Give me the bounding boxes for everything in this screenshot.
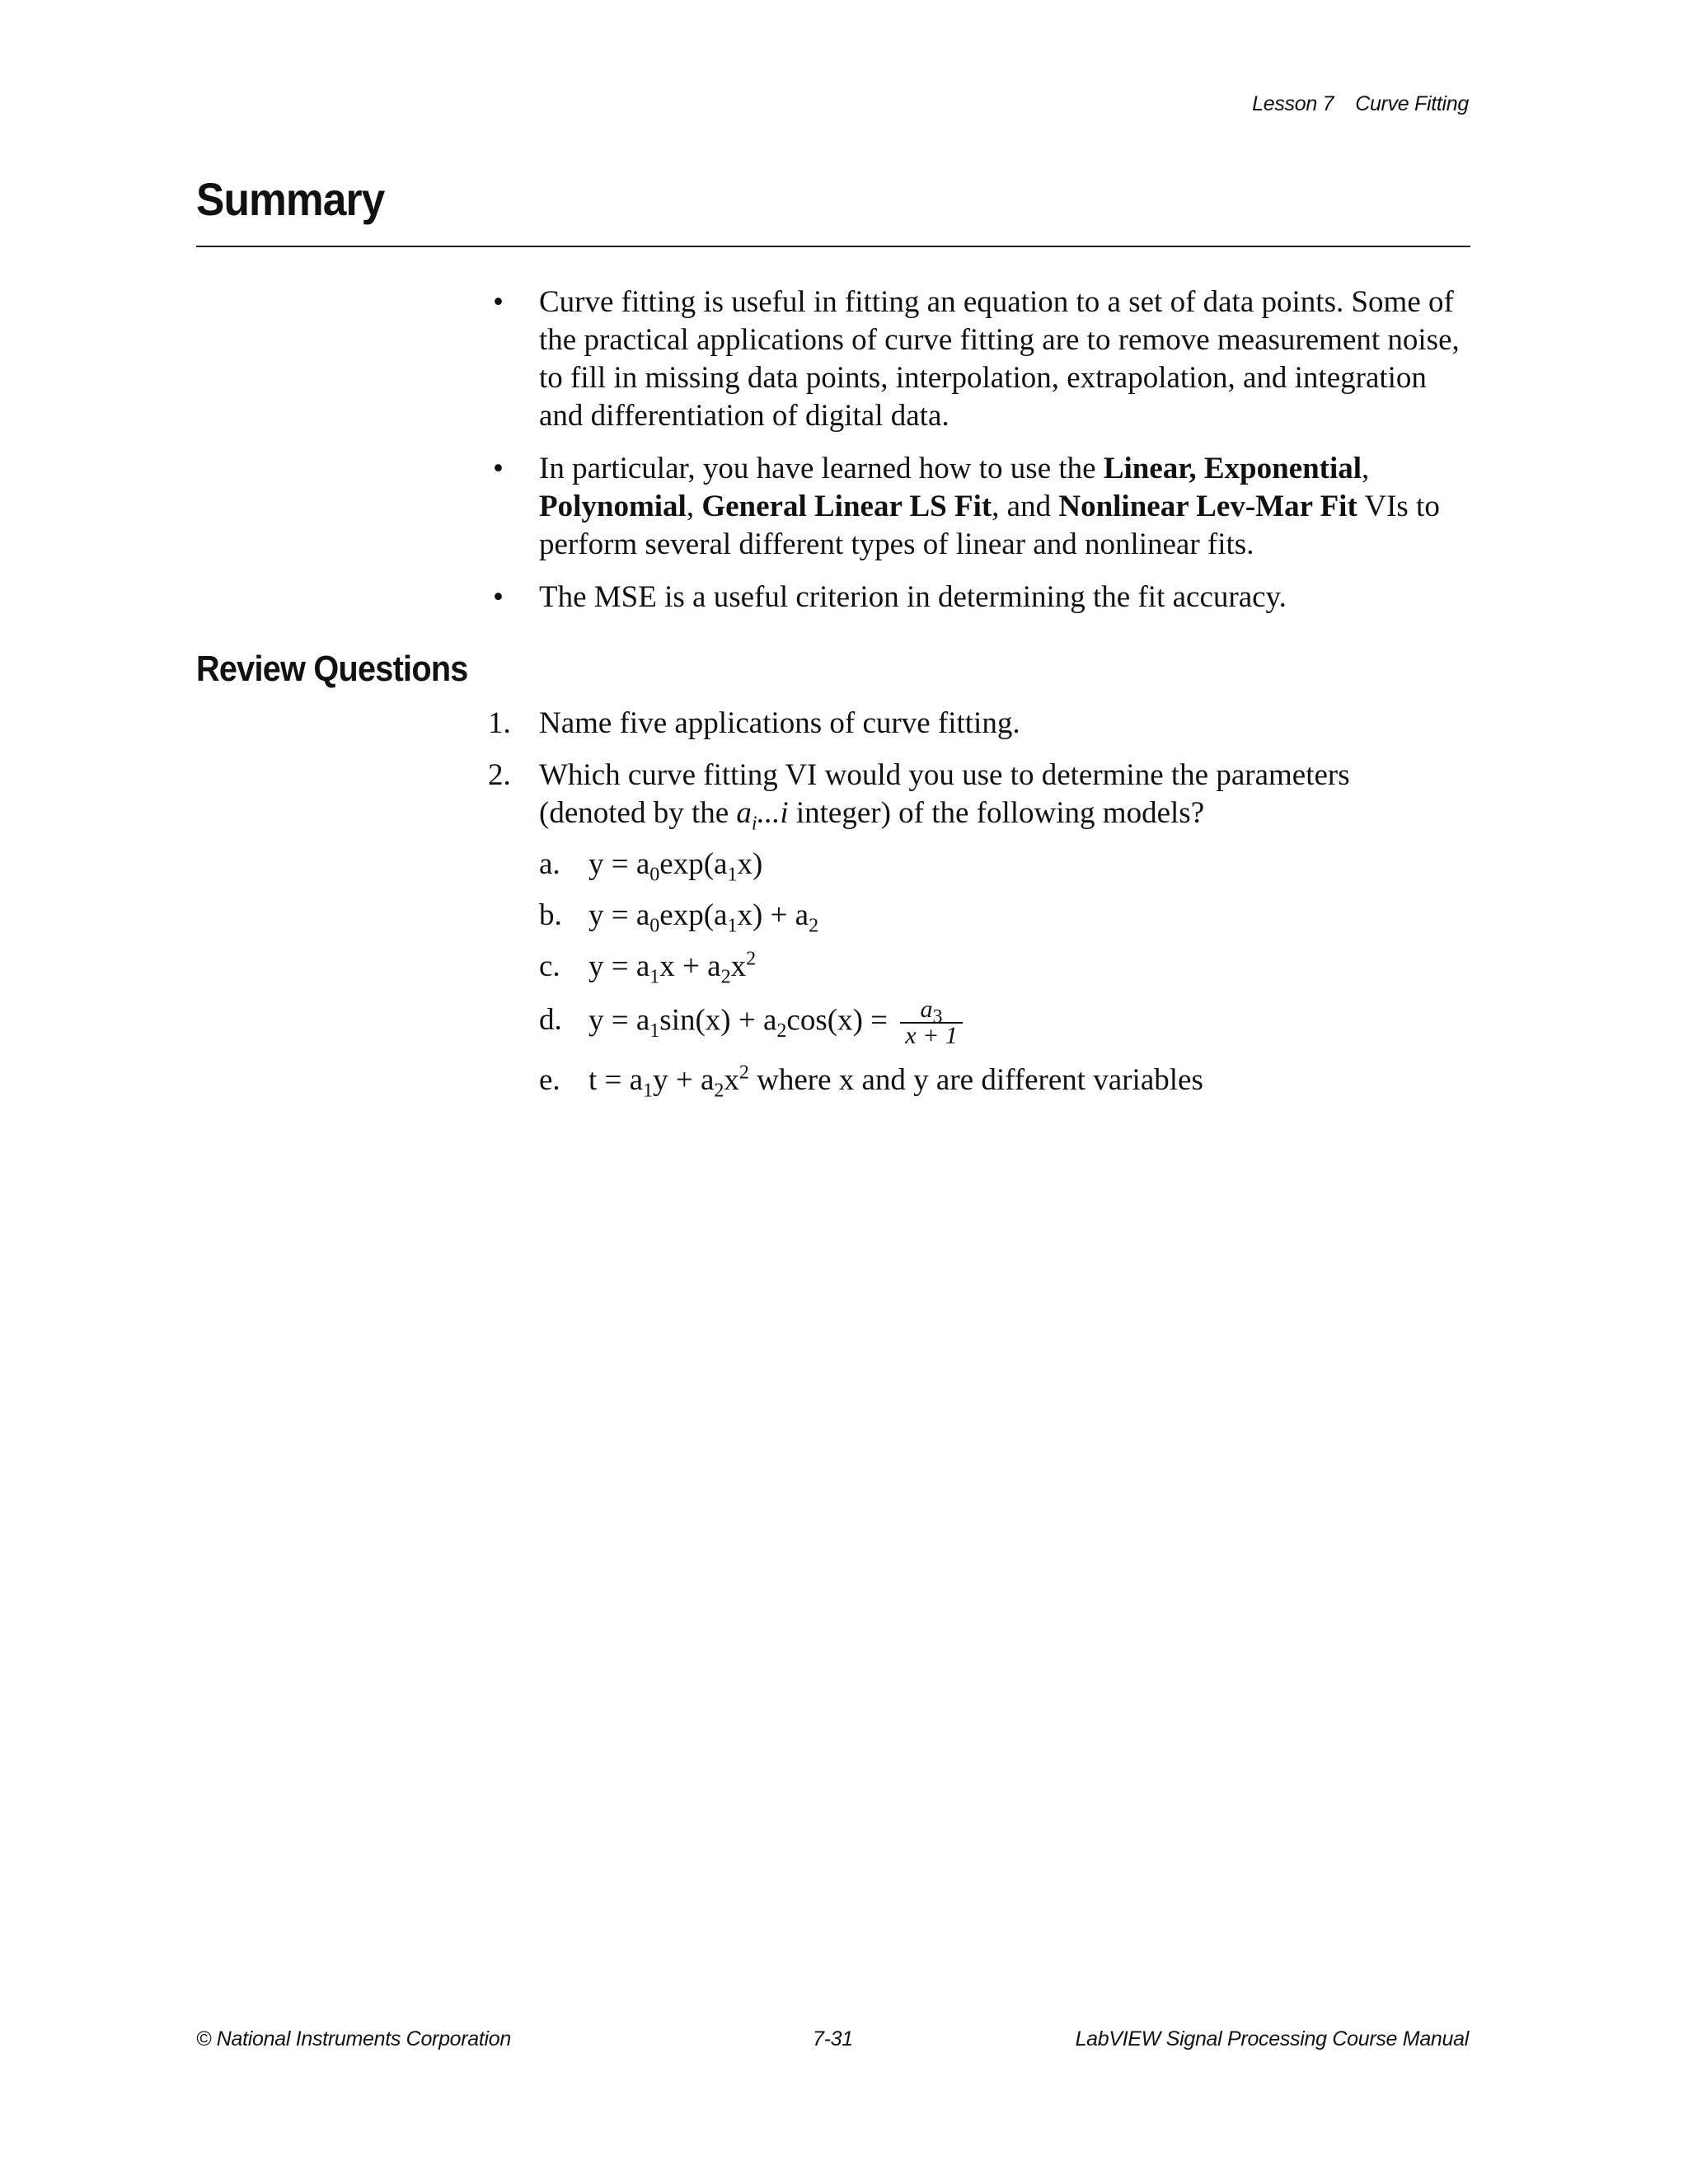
review-heading: Review Questions <box>196 649 468 689</box>
equation-subscript: 0 <box>649 864 660 886</box>
model-letter: e. <box>539 1063 560 1097</box>
equation-text: x <box>724 1063 739 1097</box>
equation-text: t = a <box>588 1063 644 1097</box>
header-topic: Curve Fitting <box>1355 92 1469 115</box>
equation-subscript: 2 <box>720 966 731 988</box>
summary-bullet-2-part4: , and <box>992 490 1059 523</box>
summary-bullet-2-part3: , <box>686 490 702 523</box>
model-letter: c. <box>539 949 560 983</box>
equation-text: x) <box>737 847 763 881</box>
question-number: 1. <box>488 706 511 740</box>
fraction <box>900 997 963 1048</box>
bullet-marker: • <box>493 285 504 319</box>
equation-text: x) + a <box>737 898 809 932</box>
equation-text: sin(x) + a <box>659 1003 777 1038</box>
summary-bullet-3 <box>493 579 1462 616</box>
equation-subscript: 2 <box>776 1019 787 1042</box>
summary-bullet-2-part1: In particular, you have learned how to use the <box>539 452 1104 485</box>
model-c <box>539 948 1462 986</box>
equation-text: y = a <box>588 949 650 983</box>
equation-superscript: 2 <box>738 1062 749 1084</box>
model-a <box>539 846 1462 886</box>
equation-text: cos(x) = <box>786 1003 896 1038</box>
heading-rule <box>196 246 1470 247</box>
footer-copyright: © National Instruments Corporation <box>196 2027 512 2050</box>
vi-name-general-linear: General Linear LS Fit <box>701 490 992 523</box>
question-2-text-a: Which curve fitting VI would you use to determine the parameters (denoted by the <box>539 758 1350 830</box>
bullet-marker: • <box>493 580 504 614</box>
vi-name-polynomial: Polynomial <box>539 490 687 523</box>
question-2-text-b: integer) of the following models? <box>788 796 1205 830</box>
variable-range: ...i <box>757 796 789 830</box>
summary-bullet-2-part5: VIs to perform several different types of linear and nonlinear fits. <box>539 490 1440 561</box>
question-1 <box>488 705 1462 743</box>
vi-name-linear-exponential: Linear, Exponential <box>1103 452 1362 485</box>
model-d <box>539 997 1462 1048</box>
equation-subscript: 1 <box>727 915 738 937</box>
model-letter: a. <box>539 847 560 881</box>
equation-subscript: 1 <box>649 966 660 988</box>
fraction-numerator <box>900 996 963 1028</box>
question-1-text: Name five applications of curve fitting. <box>539 706 1020 740</box>
equation-subscript: 2 <box>809 915 819 937</box>
summary-bullet-1-text: Curve fitting is useful in fitting an equation to a set of data points. Some of the practical applications of curve fitting are to remove measurement noise, to fill in missing data points, interpolation, extrapolation, and integration and differentiation of digital data. <box>539 285 1460 433</box>
equation-text: exp(a <box>659 898 728 932</box>
numerator-subscript: 3 <box>932 1006 943 1028</box>
equation-superscript: 2 <box>746 948 757 970</box>
equation-text: y + a <box>653 1063 715 1097</box>
equation-text: y = a <box>588 847 650 881</box>
variable-a-subscript: i <box>751 813 757 835</box>
summary-bullet-1 <box>493 284 1462 435</box>
equation-text: y = a <box>588 898 650 932</box>
equation-text: y = a <box>588 1003 650 1038</box>
summary-heading: Summary <box>196 173 385 225</box>
summary-bullet-2 <box>493 450 1462 564</box>
summary-bullet-3-text: The MSE is a useful criterion in determining the fit accuracy. <box>539 580 1287 614</box>
bullet-marker: • <box>493 452 504 485</box>
equation-subscript: 0 <box>649 915 660 937</box>
summary-bullet-2-part2: , <box>1362 452 1370 485</box>
equation-subscript: 1 <box>727 864 738 886</box>
equation-text: x <box>730 949 747 983</box>
model-b <box>539 897 1462 935</box>
equation-text: x + a <box>659 949 721 983</box>
fraction-denominator: x + 1 <box>905 1022 958 1049</box>
model-e <box>539 1062 1462 1102</box>
question-2 <box>488 757 1462 835</box>
variable-a: a <box>736 796 752 830</box>
equation-text: where x and y are different variables <box>748 1063 1203 1097</box>
equation-text: exp(a <box>659 847 728 881</box>
model-letter: b. <box>539 898 562 932</box>
equation-subscript: 1 <box>649 1019 660 1042</box>
equation-subscript: 2 <box>714 1080 724 1102</box>
vi-name-nonlinear-levmar: Nonlinear Lev-Mar Fit <box>1058 490 1357 523</box>
model-letter: d. <box>539 1003 562 1038</box>
header-lesson: Lesson 7 <box>1252 92 1334 115</box>
footer-manual-title: LabVIEW Signal Processing Course Manual <box>1075 2027 1469 2050</box>
equation-subscript: 1 <box>643 1080 654 1102</box>
question-number: 2. <box>488 758 511 792</box>
page-number: 7-31 <box>813 2027 853 2050</box>
numerator-variable: a <box>920 996 933 1023</box>
running-header <box>1252 92 1469 116</box>
